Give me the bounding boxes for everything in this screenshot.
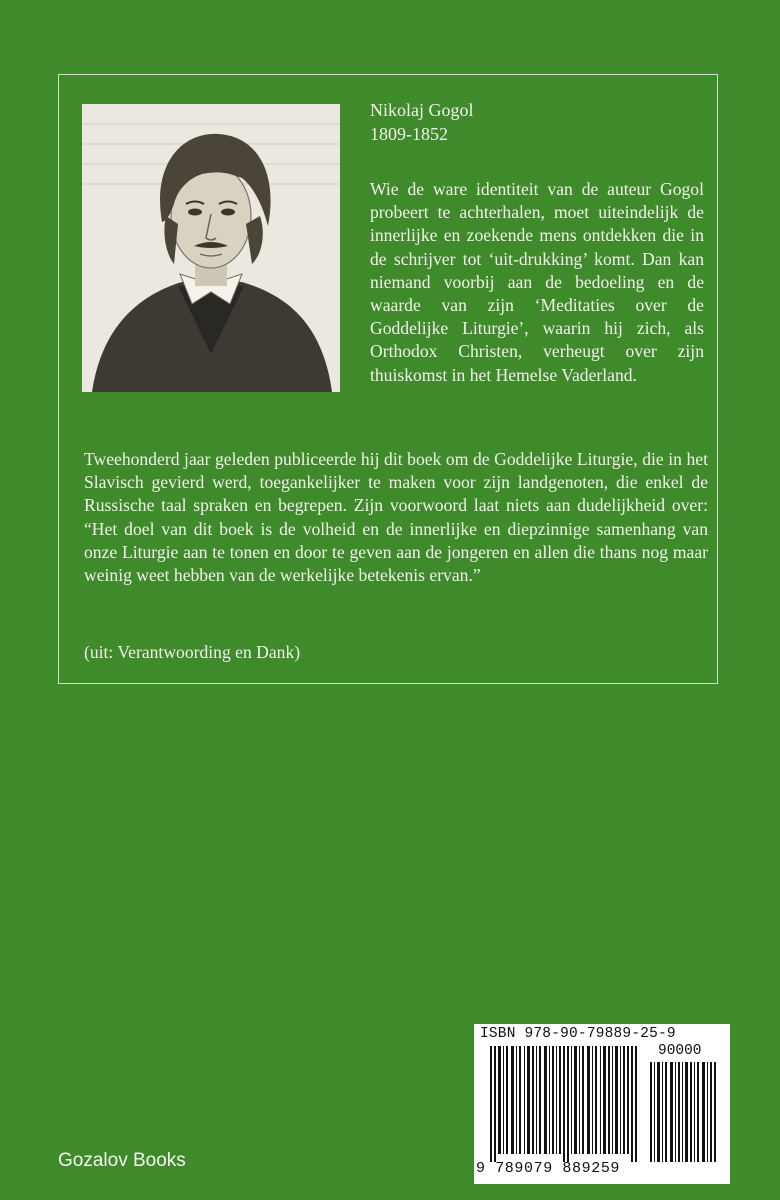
price-code: 90000 <box>658 1043 702 1059</box>
author-block <box>370 98 474 146</box>
author-years: 1809-1852 <box>370 124 448 144</box>
publisher-name: Gozalov Books <box>58 1150 186 1171</box>
barcode-panel <box>474 1024 730 1184</box>
body-paragraph: Tweehonderd jaar geleden publiceerde hij dit boek om de Goddelijke Liturgie, die in het Slavisch gevierd werd, toegankelijker te maken voor zijn landgenoten, die enkel de Russische taal spraken en begrepen. Zijn voorwoord laat niets aan dudelijkheid over: “Het doel van dit boek is de volheid en de innerlijke en diepzinnige samenhang van onze Liturgie aan te tonen en door te geven aan de jongeren en allen die thans nog maar weinig weet hebben van de werkelijke betekenis ervan.” <box>84 449 708 586</box>
isbn-label: ISBN 978-90-79889-25-9 <box>480 1026 676 1042</box>
intro-paragraph: Wie de ware identiteit van de auteur Gogol probeert te achterhalen, moet uiteindelijk de innerlijke en zoekende mens ontdekken die in de schrijver tot ‘uit-drukking’ komt. Dan kan niemand voorbij aan de bedoeling en de waarde van zijn ‘Meditaties over de Goddelijke Liturgie’, waarin hij zich, als Orthodox Christen, verheugt over zijn thuiskomst in het Hemelse Vaderland. <box>370 179 704 385</box>
source-citation: (uit: Verantwoording en Dank) <box>84 642 301 662</box>
author-name: Nikolaj Gogol <box>370 100 474 120</box>
author-portrait <box>82 104 340 392</box>
ean-digits: 9 789079 889259 <box>476 1160 621 1177</box>
